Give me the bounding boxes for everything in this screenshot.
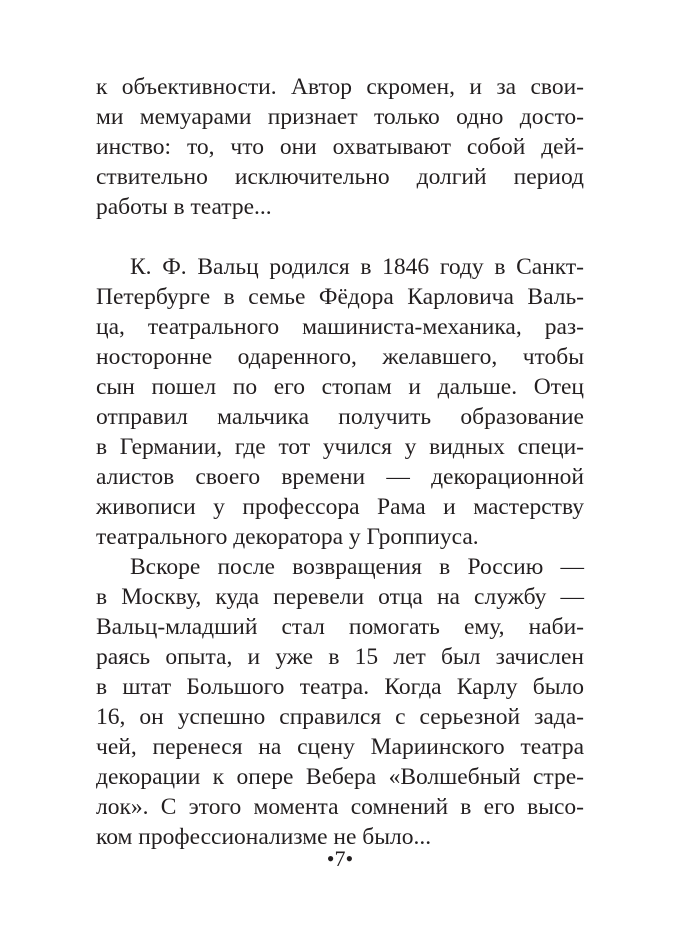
paragraph-gap <box>96 222 584 252</box>
page-number: •7• <box>326 846 354 871</box>
text-line: сын пошел по его стопам и дальше. Отец <box>96 374 584 400</box>
text-line: к объективности. Автор скромен, и за свои- <box>96 74 584 100</box>
text-line: раясь опыта, и уже в 15 лет был зачислен <box>96 644 584 670</box>
paragraph-2 <box>96 252 584 552</box>
text-line: чей, перенеся на сцену Мариинского театра <box>96 734 584 760</box>
paragraph-3 <box>96 552 584 852</box>
text-line: Вальц-младший стал помогать ему, наби- <box>96 614 584 640</box>
text-line: в Германии, где тот учился у видных специ- <box>96 434 584 460</box>
paragraph-1 <box>96 72 584 222</box>
text-line: носторонне одаренного, желавшего, чтобы <box>96 344 584 370</box>
text-line: в штат Большого театра. Когда Карлу было <box>96 674 584 700</box>
text-line: отправил мальчика получить образование <box>96 404 584 430</box>
text-line: К. Ф. Вальц родился в 1846 году в Санкт- <box>130 254 584 280</box>
text-line: ми мемуарами признает только одно досто- <box>96 104 584 130</box>
text-line: лок». С этого момента сомнений в его высо- <box>96 794 584 820</box>
text-line: театрального декоратора у Гроппиуса. <box>96 524 479 550</box>
text-line: алистов своего времени — декорационной <box>96 464 584 490</box>
text-line: 16, он успешно справился с серьезной зада- <box>96 704 584 730</box>
text-line: в Москву, куда перевели отца на службу — <box>96 584 584 610</box>
text-line: Вскоре после возвращения в Россию — <box>130 554 584 580</box>
text-line: ствительно исключительно долгий период <box>96 164 584 190</box>
text-line: ком профессионализме не было... <box>96 824 432 850</box>
text-line: ца, театрального машиниста-механика, раз- <box>96 314 584 340</box>
text-line: инство: то, что они охватывают собой дей- <box>96 134 584 160</box>
book-page-text <box>96 72 584 852</box>
text-line: работы в театре... <box>96 194 272 220</box>
text-line: Петербурге в семье Фёдора Карловича Валь- <box>96 284 584 310</box>
text-line: живописи у профессора Рама и мастерству <box>96 494 584 520</box>
text-line: декорации к опере Вебера «Волшебный стре- <box>96 764 584 790</box>
